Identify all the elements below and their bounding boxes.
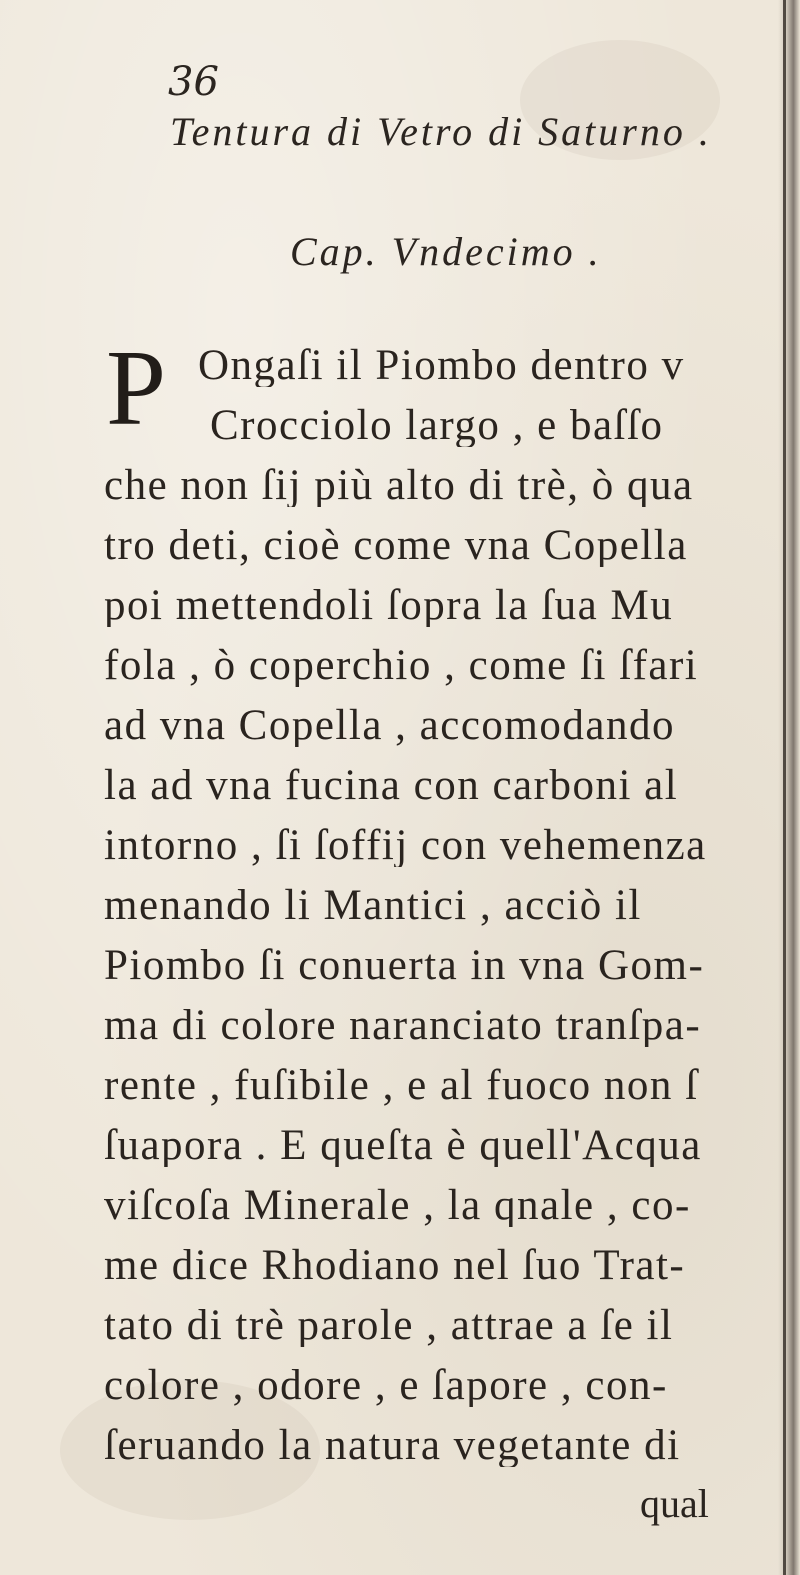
text-line: viſcoſa Minerale , la qnale , co- — [104, 1184, 691, 1227]
text-line: ad vna Copella , accomodando — [104, 704, 675, 747]
text-line: ma di colore naranciato tranſpa- — [104, 1004, 702, 1047]
catchword: qual — [640, 1481, 709, 1526]
text-line: ſuapora . E queſta è quell'Acqua — [104, 1124, 702, 1167]
text-line: me dice Rhodiano nel ſuo Trat- — [104, 1244, 686, 1287]
page-gutter — [778, 0, 800, 1575]
text-line: che non ſij più alto di trè, ò qua — [104, 464, 694, 507]
text-line: rente , fuſibile , e al fuoco non ſ — [104, 1064, 699, 1107]
text-line: menando li Mantici , acciò il — [104, 884, 642, 927]
text-line: tato di trè parole , attrae a ſe il — [104, 1304, 674, 1347]
text-line: poi mettendoli ſopra la ſua Mu — [104, 584, 674, 627]
drop-cap: P — [106, 329, 167, 448]
text-line: intorno , ſi ſoffij con vehemenza — [104, 824, 707, 867]
text-line: ſeruando la natura vegetante di — [104, 1424, 681, 1467]
running-title: Tentura di Vetro di Saturno . — [170, 109, 712, 154]
text-line: Ongaſi il Piombo dentro v — [198, 344, 685, 387]
text-line: colore , odore , e ſapore , con- — [104, 1364, 668, 1407]
text-line: Crocciolo largo , e baſſo — [210, 404, 664, 447]
page-number: 36 — [168, 59, 219, 105]
text-line: la ad vna fucina con carboni al — [104, 764, 679, 807]
page-edge — [783, 0, 786, 1575]
chapter-heading: Cap. Vndecimo . — [290, 229, 602, 274]
text-line: tro deti, cioè come vna Copella — [104, 524, 688, 567]
text-line: Piombo ſi conuerta in vna Gom- — [104, 944, 705, 987]
text-line: fola , ò coperchio , come ſi ſfari — [104, 644, 699, 687]
